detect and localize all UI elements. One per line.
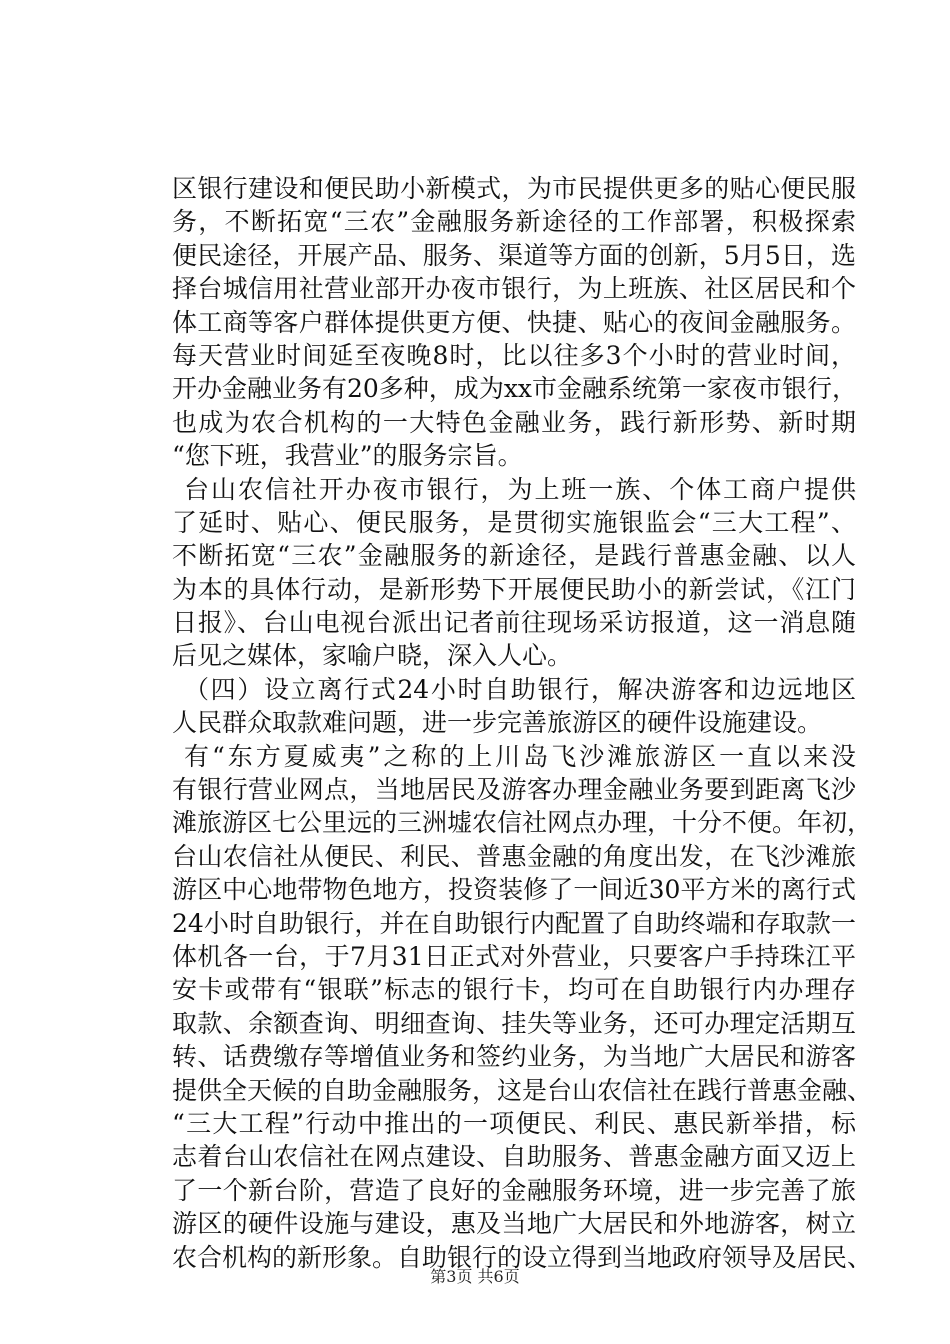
text-line: 24小时自助银行，并在自助银行内配置了自助终端和存取款一	[172, 908, 856, 938]
text-line: 安卡或带有“银联”标志的银行卡，均可在自助银行内办理存	[172, 975, 856, 1005]
text-line: 务，不断拓宽“三农”金融服务新途径的工作部署，积极探索	[172, 207, 856, 237]
text-line: 游区中心地带物色地方，投资装修了一间近30平方米的离行式	[172, 875, 856, 905]
text-line: 志着台山农信社在网点建设、自助服务、普惠金融方面又迈上	[172, 1142, 856, 1172]
text-line: 提供全天候的自助金融服务，这是台山农信社在践行普惠金融、	[172, 1075, 873, 1105]
text-line: 农合机构的新形象。自助银行的设立得到当地政府领导及居民、	[172, 1242, 873, 1272]
text-line: “您下班，我营业”的服务宗旨。	[172, 441, 523, 471]
text-line: 后见之媒体，家喻户晓，深入人心。	[172, 641, 573, 671]
text-line: 滩旅游区七公里远的三洲墟农信社网点办理，十分不便。年初，	[172, 808, 873, 838]
text-line: 区银行建设和便民助小新模式，为市民提供更多的贴心便民服	[172, 174, 856, 203]
paragraph-start-line: 台山农信社开办夜市银行，为上班一族、个体工商户提供	[184, 474, 856, 504]
text-line: 游区的硬件设施与建设，惠及当地广大居民和外地游客，树立	[172, 1209, 856, 1239]
body-text	[172, 172, 873, 1274]
text-line: 了延时、贴心、便民服务，是贯彻实施银监会“三大工程”、	[172, 507, 856, 537]
text-line: 台山农信社从便民、利民、普惠金融的角度出发，在飞沙滩旅	[172, 841, 856, 871]
text-line: 体机各一台，于7月31日正式对外营业，只要客户手持珠江平	[172, 941, 856, 971]
text-line: “三大工程”行动中推出的一项便民、利民、惠民新举措，标	[172, 1108, 856, 1138]
text-line: 为本的具体行动，是新形势下开展便民助小的新尝试，《江门	[172, 574, 856, 604]
paragraph-start-line: 有“东方夏威夷”之称的上川岛飞沙滩旅游区一直以来没	[184, 741, 856, 771]
page-footer	[0, 1264, 950, 1287]
section-heading-line: 人民群众取款难问题，进一步完善旅游区的硬件设施建设。	[172, 708, 823, 738]
section-heading-line: （四）设立离行式24小时自助银行，解决游客和边远地区	[184, 674, 856, 704]
text-line: 也成为农合机构的一大特色金融业务，践行新形势、新时期	[172, 407, 856, 437]
text-line: 日报》、台山电视台派出记者前往现场采访报道，这一消息随	[172, 608, 856, 638]
text-line: 体工商等客户群体提供更方便、快捷、贴心的夜间金融服务。	[172, 307, 856, 337]
text-line: 每天营业时间延至夜晚8时，比以往多3个小时的营业时间，	[172, 340, 856, 370]
text-line: 转、话费缴存等增值业务和签约业务，为当地广大居民和游客	[172, 1042, 856, 1072]
text-line: 择台城信用社营业部开办夜市银行，为上班族、社区居民和个	[172, 274, 856, 304]
text-line: 取款、余额查询、明细查询、挂失等业务，还可办理定活期互	[172, 1008, 856, 1038]
text-line: 便民途径，开展产品、服务、渠道等方面的创新，5月5日，选	[172, 240, 856, 270]
text-line: 开办金融业务有20多种，成为xx市金融系统第一家夜市银行，	[172, 374, 858, 404]
page-number-label: 第3页 共6页	[430, 1267, 520, 1286]
text-line: 了一个新台阶，营造了良好的金融服务环境，进一步完善了旅	[172, 1175, 856, 1205]
text-line: 有银行营业网点，当地居民及游客办理金融业务要到距离飞沙	[172, 775, 856, 805]
text-line: 不断拓宽“三农”金融服务的新途径，是践行普惠金融、以人	[172, 541, 856, 571]
